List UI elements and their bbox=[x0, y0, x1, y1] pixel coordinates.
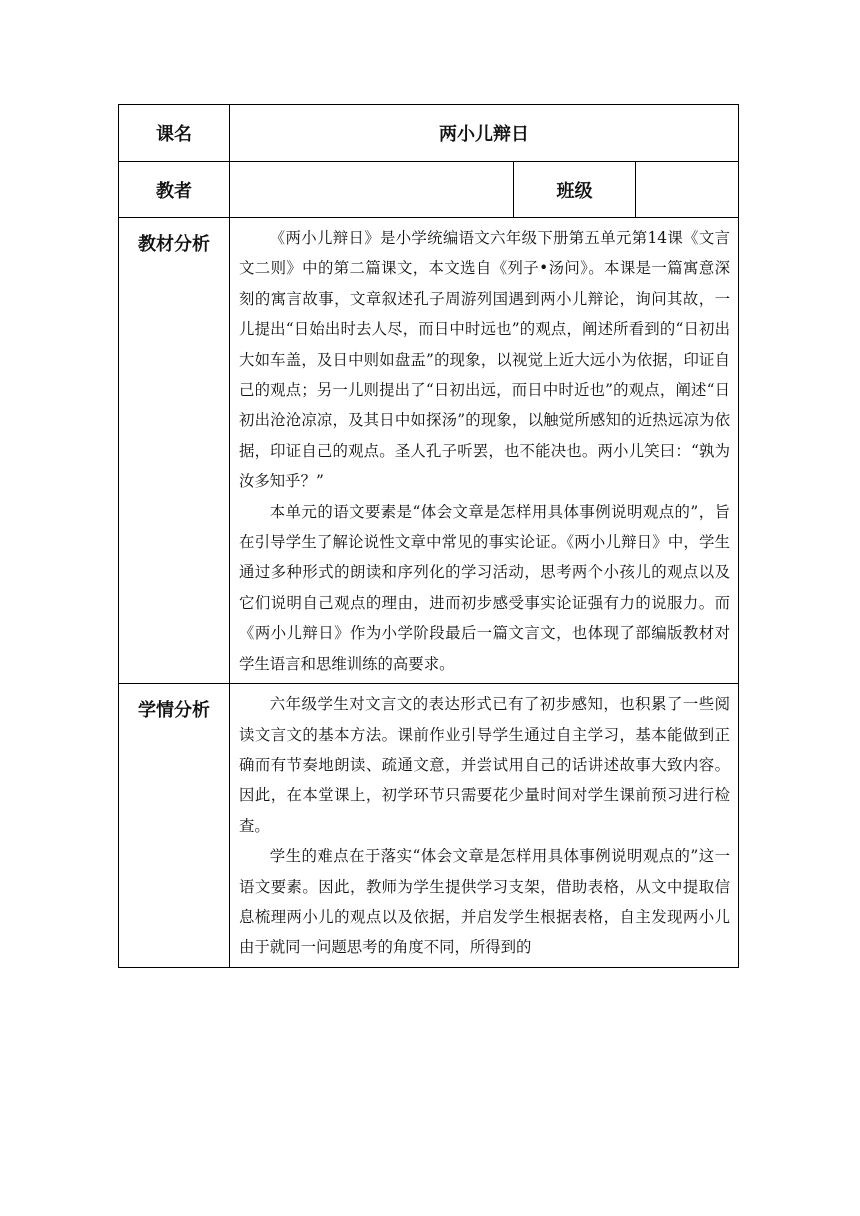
teacher-label: 教者 bbox=[119, 162, 230, 218]
student-analysis-paragraph-1: 六年级学生对文言文的表达形式已有了初步感知，也积累了一些阅读文言文的基本方法。课前作业引导学生通过自主学习，基本能做到正确而有节奏地朗读、疏通文意，并尝试用自己的话讲述故事大致内容。因此，在本堂课上，初学环节只需要花少量时间对学生课前预习进行检查。 bbox=[239, 695, 731, 835]
student-analysis-paragraph-2: 学生的难点在于落实“体会文章是怎样用具体事例说明观点的”这一语文要素。因此，教师为学生提供学习支架，借助表格，从文中提取信息梳理两小儿的观点以及依据，并启发学生根据表格，自主发现两小儿由于就同一问题思考的角度不同，所得到的 bbox=[239, 847, 731, 957]
textbook-analysis-label: 教材分析 bbox=[119, 218, 230, 684]
class-label: 班级 bbox=[514, 162, 636, 218]
class-value bbox=[636, 162, 739, 218]
textbook-analysis-paragraph-1: 《两小儿辩日》是小学统编语文六年级下册第五单元第14课《文言文二则》中的第二篇课文，本文选自《列子•汤问》。本课是一篇寓意深刻的寓言故事，文章叙述孔子周游列国遇到两小儿辩论，询问其故，一儿提出“日始出时去人尽，而日中时远也”的观点，阐述所看到的“日初出大如车盖，及日中则如盘盂”的现象，以视觉上近大远小为依据，印证自己的观点；另一儿则提出了“日初出远，而日中时近也”的观点，阐述“日初出沧沧凉凉，及其日中如探汤”的现象，以触觉所感知的近热远凉为依据，印证自己的观点。圣人孔子听罢，也不能决也。两小儿笑曰：“孰为汝多知乎？” bbox=[239, 229, 731, 491]
course-label: 课名 bbox=[119, 105, 230, 162]
teacher-row bbox=[119, 162, 739, 218]
course-row bbox=[119, 105, 739, 162]
student-analysis-label: 学情分析 bbox=[119, 684, 230, 968]
course-title: 两小儿辩日 bbox=[230, 105, 739, 162]
textbook-analysis-paragraph-2: 本单元的语文要素是“体会文章是怎样用具体事例说明观点的”，旨在引导学生了解论说性文章中常见的事实论证。《两小儿辩日》中，学生通过多种形式的朗读和序列化的学习活动，思考两个小孩儿的观点以及它们说明自己观点的理由，进而初步感受事实论证强有力的说服力。而《两小儿辩日》作为小学阶段最后一篇文言文，也体现了部编版教材对学生语言和思维训练的高要求。 bbox=[239, 502, 731, 673]
student-analysis-row bbox=[119, 684, 739, 968]
lesson-plan-table bbox=[118, 104, 739, 968]
textbook-analysis-content bbox=[230, 218, 739, 684]
teacher-value bbox=[230, 162, 514, 218]
textbook-analysis-row bbox=[119, 218, 739, 684]
student-analysis-content bbox=[230, 684, 739, 968]
